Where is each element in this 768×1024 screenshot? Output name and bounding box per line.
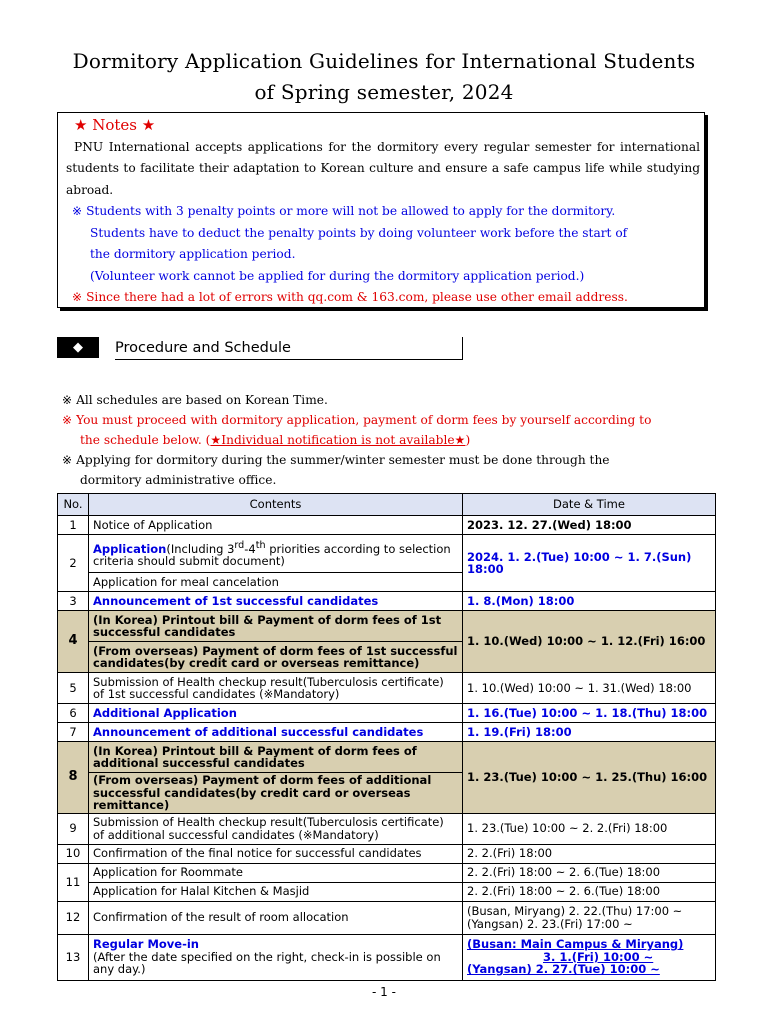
- table-row: 10 Confirmation of the final notice for successful candidates 2. 2.(Fri) 18:00: [58, 844, 716, 863]
- table-row: 6 Additional Application 1. 16.(Tue) 10:00 ~ 1. 18.(Thu) 18:00: [58, 704, 716, 723]
- table-row: 4 (In Korea) Printout bill & Payment of dorm fees of 1st successful candidates 1. 10.(Wed) 10:00 ~ 1. 12.(Fri) 16:00: [58, 611, 716, 642]
- bullet-proceed-line-2: the schedule below. (★Individual notification is not available★): [80, 433, 471, 447]
- table-header-row: [58, 494, 716, 516]
- notes-box: [57, 112, 705, 308]
- table-row: (From overseas) Payment of dorm fees of additional successful candidates(by credit card or overseas remittance): [58, 773, 716, 814]
- notes-paragraph: PNU International accepts applications for the dormitory every regular semester for international students to facilitate their adaptation to Korean culture and ensure a safe campus life while studying abroad.: [66, 139, 700, 197]
- email-note: ※ Since there had a lot of errors with qq.com & 163.com, please use other email address.: [72, 290, 628, 304]
- table-row: 8 (In Korea) Printout bill & Payment of dorm fees of additional successful candidates 1. 23.(Tue) 10:00 ~ 1. 25.(Thu) 16:00: [58, 742, 716, 773]
- diamond-icon: ◆: [57, 337, 99, 358]
- schedule-table: [57, 493, 716, 981]
- section-label: Procedure and Schedule: [115, 337, 463, 360]
- table-row: Application for Halal Kitchen & Masjid 2. 2.(Fri) 18:00 ~ 2. 6.(Tue) 18:00: [58, 882, 716, 901]
- penalty-note-4: (Volunteer work cannot be applied for during the dormitory application period.): [90, 268, 585, 283]
- section-header: [57, 337, 463, 360]
- table-row: 12 Confirmation of the result of room allocation (Busan, Miryang) 2. 22.(Thu) 17:00 ~ (Yangsan) 2. 23.(Fri) 17:00 ~: [58, 901, 716, 934]
- penalty-note-2: Students have to deduct the penalty points by doing volunteer work before the start of: [90, 225, 628, 240]
- penalty-note-1: ※ Students with 3 penalty points or more will not be allowed to apply for the dormitory.: [72, 204, 616, 218]
- table-row: 7 Announcement of additional successful candidates 1. 19.(Fri) 18:00: [58, 723, 716, 742]
- page-number: - 1 -: [372, 985, 396, 999]
- table-row: Application for meal cancelation: [58, 573, 716, 592]
- bullet-korean-time: ※ All schedules are based on Korean Time.: [62, 393, 328, 407]
- title-line-1: Dormitory Application Guidelines for International Students: [72, 49, 696, 73]
- no-notification-warning: ★Individual notification is not available★: [210, 433, 466, 447]
- table-row: 11 Application for Roommate 2. 2.(Fri) 18:00 ~ 2. 6.(Tue) 18:00: [58, 863, 716, 882]
- table-row: (From overseas) Payment of dorm fees of 1st successful candidates(by credit card or overseas remittance): [58, 642, 716, 673]
- header-contents: Contents: [89, 494, 463, 516]
- table-row: 13 Regular Move-in (After the date specified on the right, check-in is possible on any day.) (Busan: Main Campus & Miryang) 3. 1.(Fri) 10:00 ~ (Yangsan) 2. 27.(Tue) 10:00 ~: [58, 934, 716, 980]
- notes-heading: ★ Notes ★: [74, 116, 156, 134]
- table-row: 1 Notice of Application 2023. 12. 27.(Wed) 18:00: [58, 516, 716, 535]
- bullet-summer-winter: ※ Applying for dormitory during the summer/winter semester must be done through the dormitory administrative office.: [62, 453, 610, 487]
- header-date: Date & Time: [463, 494, 716, 516]
- table-row: 9 Submission of Health checkup result(Tuberculosis certificate) of additional successful candidates (※Mandatory) 1. 23.(Tue) 10:00 ~ 2. 2.(Fri) 18:00: [58, 813, 716, 844]
- table-row: 5 Submission of Health checkup result(Tuberculosis certificate) of 1st successful candidates (※Mandatory) 1. 10.(Wed) 10:00 ~ 1. 31.(Wed) 18:00: [58, 673, 716, 704]
- bullet-proceed: [62, 410, 712, 450]
- table-row: 3 Announcement of 1st successful candidates 1. 8.(Mon) 18:00: [58, 592, 716, 611]
- header-no: No.: [58, 494, 89, 516]
- page-title: [0, 46, 768, 108]
- bullet-proceed-line-1: ※ You must proceed with dormitory application, payment of dorm fees by yourself according to: [62, 413, 652, 427]
- penalty-note-3: the dormitory application period.: [90, 247, 296, 261]
- table-row: 2 Application(Including 3rd-4th priorities according to selection criteria should submit document) 2024. 1. 2.(Tue) 10:00 ~ 1. 7.(Sun) 18:00: [58, 535, 716, 573]
- title-line-2: of Spring semester, 2024: [254, 80, 514, 104]
